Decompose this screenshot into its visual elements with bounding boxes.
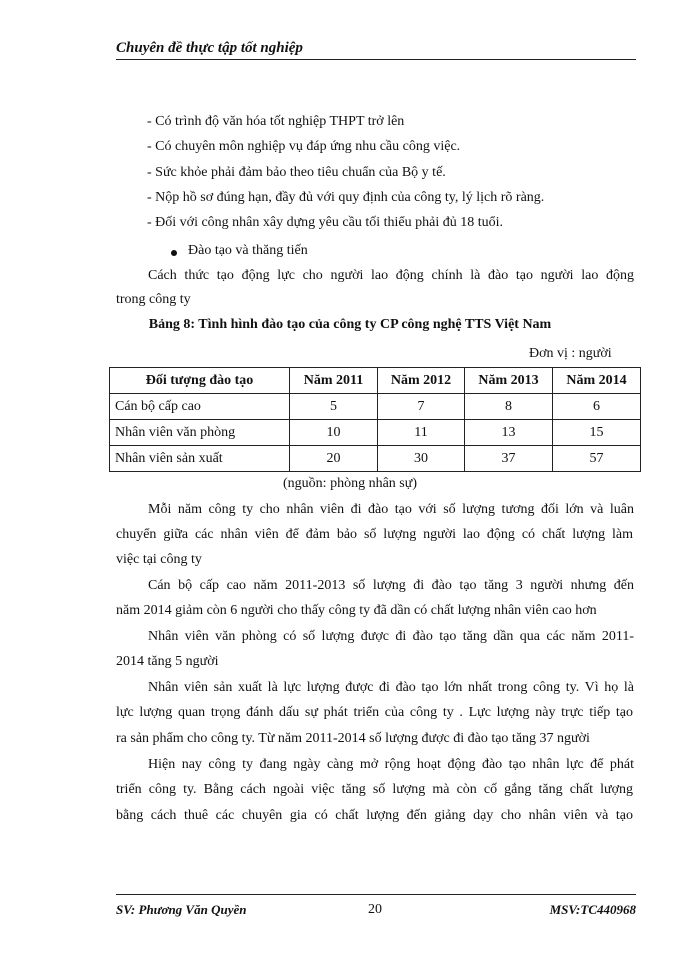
paragraph-line: năm 2014 giảm còn 6 người cho thấy công ty đã dần có chất lượng nhân viên cao hơn [116,603,597,618]
requirement-item: - Có chuyên môn nghiệp vụ đáp ứng nhu cầu công việc. [147,139,461,154]
table-cell: 20 [290,446,378,472]
paragraph-line: Nhân viên sản xuất là lực lượng được đi đào tạo lớn nhất trong công ty. Vì họ là [148,680,634,695]
footer-student-id: MSV:TC440968 [549,902,636,917]
table-row [110,394,641,420]
table-source: (nguồn: phòng nhân sự) [283,476,417,491]
paragraph-line: Nhân viên văn phòng có số lượng được đi đào tạo tăng dần qua các năm 2011- [148,629,634,644]
section-bullet-heading: Đào tạo và thăng tiến [188,243,308,258]
table-header-cell: Năm 2012 [378,368,465,394]
footer-divider [116,894,636,895]
paragraph-line: Mỗi năm công ty cho nhân viên đi đào tạo với số lượng tương đối lớn và luân [148,502,634,517]
table-cell: 15 [553,420,641,446]
table-header-cell: Đối tượng đào tạo [110,368,290,394]
table-cell: 5 [290,394,378,420]
requirement-item: - Có trình độ văn hóa tốt nghiệp THPT trở lên [147,114,405,129]
table-cell: 10 [290,420,378,446]
table-header-cell: Năm 2013 [465,368,553,394]
table-unit: Đơn vị : người [529,346,612,361]
table-cell: 11 [378,420,465,446]
footer-student-name: SV: Phương Văn Quyền [116,902,247,917]
table-header-cell: Năm 2011 [290,368,378,394]
table-cell: 7 [378,394,465,420]
bullet-icon [171,250,177,256]
table-cell: Nhân viên sản xuất [110,446,290,472]
header-divider [116,59,636,60]
page-header-title: Chuyên đề thực tập tốt nghiệp [116,40,303,56]
paragraph-line: lực lượng quan trọng đánh dấu sự phát triển của công ty . Lực lượng này trực tiếp tạo [116,705,633,720]
paragraph-line: triển công ty. Bằng cách ngoài việc tăng số lượng mà còn cố gắng tăng chất lượng [116,782,633,797]
intro-line: trong công ty [116,292,191,307]
page-number: 20 [368,902,382,917]
paragraph-line: chuyển giữa các nhân viên để đảm bảo số lượng người lao động có chất lượng làm [116,527,633,542]
table-cell: 8 [465,394,553,420]
paragraph-line: Cán bộ cấp cao năm 2011-2013 số lượng đi đào tạo tăng 3 người nhưng đến [148,578,634,593]
requirement-item: - Nộp hồ sơ đúng hạn, đầy đủ với quy định của công ty, lý lịch rõ ràng. [147,190,545,205]
table-cell: 30 [378,446,465,472]
table-header-row [110,368,641,394]
paragraph-line: bằng cách thuê các chuyên gia có chất lượng đến giảng dạy cho nhân viên và tạo [116,808,633,823]
paragraph-line: ra sản phẩm cho công ty. Từ năm 2011-2014 số lượng được đi đào tạo tăng 37 người [116,731,590,746]
table-cell: Nhân viên văn phòng [110,420,290,446]
table-cell: 13 [465,420,553,446]
paragraph-line: 2014 tăng 5 người [116,654,219,669]
table-row [110,420,641,446]
table-header-cell: Năm 2014 [553,368,641,394]
page-footer [116,902,636,922]
paragraph-line: Hiện nay công ty đang ngày càng mở rộng hoạt động đào tạo nhân lực để phát [148,757,634,772]
table-caption: Bảng 8: Tình hình đào tạo của công ty CP công nghệ TTS Việt Nam [148,317,552,332]
table-cell: 6 [553,394,641,420]
paragraph-line: việc tại công ty [116,552,202,567]
table-cell: 57 [553,446,641,472]
intro-line: Cách thức tạo động lực cho người lao động chính là đào tạo người lao động [148,268,634,283]
requirement-item: - Sức khỏe phải đảm bảo theo tiêu chuẩn của Bộ y tế. [147,165,446,180]
table-cell: Cán bộ cấp cao [110,394,290,420]
table-cell: 37 [465,446,553,472]
table-row [110,446,641,472]
training-table [109,367,641,472]
requirement-item: - Đối với công nhân xây dựng yêu cầu tối thiểu phải đủ 18 tuổi. [147,215,503,230]
